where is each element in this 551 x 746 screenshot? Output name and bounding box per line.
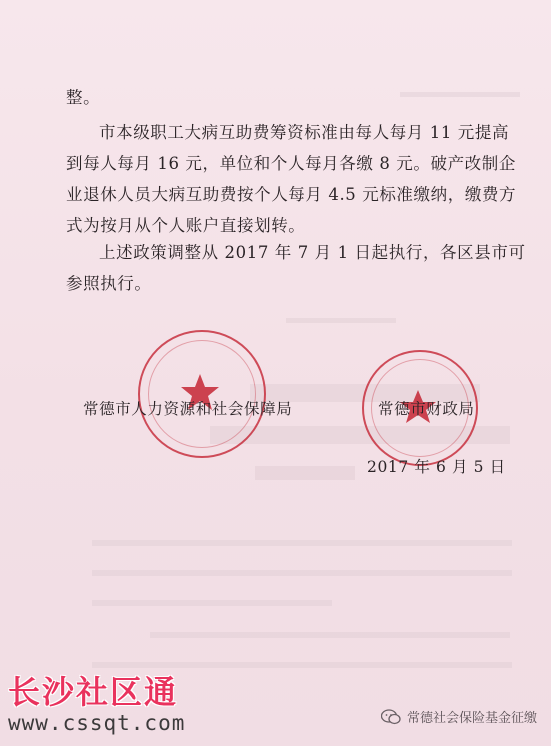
paragraph-effective-date: 上述政策调整从 2017 年 7 月 1 日起执行，各区县市可参照执行。 [66,243,526,293]
show-through-mark [255,466,355,480]
wechat-icon [381,709,401,725]
signature-finance-bureau: 常德市财政局 [378,400,475,418]
site-watermark [8,667,185,735]
show-through-mark [92,540,512,546]
show-through-mark [92,570,512,576]
site-name: 长沙社区通 [8,673,179,711]
hr-bureau-seal [138,330,266,458]
signature-hr-bureau: 常德市人力资源和社会保障局 [83,400,293,418]
document-date: 2017 年 6 月 5 日 [367,458,506,476]
wechat-watermark [381,707,537,726]
paragraph-fee-standard: 市本级职工大病互助费筹资标准由每人每月 11 元提高到每人每月 16 元，单位和个人每月各缴 8 元。破产改制企业退休人员大病互助费按个人每月 4.5 元标准缴纳，缴费方式为按月从个人账户直接划转。 [66,123,517,235]
paragraph-continuation: 整。 [66,88,101,107]
hr-seal-star-icon [138,330,262,454]
show-through-mark [150,632,510,638]
show-through-mark [92,600,332,606]
wechat-account-name: 常德社会保险基金征缴 [407,711,538,726]
show-through-mark [286,318,396,323]
site-url: www.cssqt.com [8,711,186,735]
